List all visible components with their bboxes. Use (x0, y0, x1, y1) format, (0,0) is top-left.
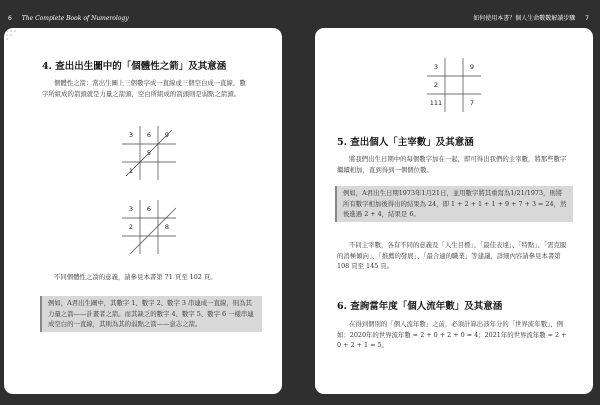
grid-3-cell (446, 77, 462, 93)
grid-2-cell (141, 237, 157, 253)
grid-1-cell: 3 (128, 131, 134, 139)
example-box: 例如，A君出生圖中，其數字 1、數字 2、數字 3 串連成一直線，則為其力量之箭——計畫者之箭。而其缺乏的數字 4、數字 5、數字 6 一樣串連成空白的一直線，其則為其的弱點之箭——意志之箭。 (40, 296, 262, 332)
grid-2-cell (123, 237, 139, 253)
reference-note: 不同個體性之箭的意義，請參見本書第 71 頁至 102 頁。 (54, 273, 217, 281)
grid-1-cell: 9 (164, 131, 170, 139)
section-5-example-box: 例如，A君出生日期1973年1月21日，並用數字將其重寫為1/21/1973，則將所有數字相加後得出的結果為 24，即 1 + 2 + 1 + 1 + 9 + 7 + 3 = 24，然後進過 2 + 4，結果是 6。 (335, 186, 573, 222)
birth-chart-grid-3 (427, 58, 481, 112)
dot-pattern-ornament (4, 28, 22, 46)
grid-2-cell: 8 (164, 223, 170, 231)
grid-1-cell: 5 (146, 149, 152, 157)
grid-2-cell (159, 237, 175, 253)
grid-3-cell (464, 77, 480, 93)
section-6-title: 6. 查詢當年度「個人流年數」及其意涵 (337, 301, 503, 312)
grid-1-cell (159, 163, 175, 179)
left-page (4, 28, 282, 394)
section-4-title: 4. 查出出生圖中的「個體性之箭」及其意涵 (42, 61, 227, 72)
grid-3-cell (446, 59, 462, 75)
grid-3-cell: 111 (429, 99, 443, 107)
grid-2-cell (141, 219, 157, 235)
section-5-paragraph-2: 不同主宰數，各有不同的意義及「人生目標」、「最佳表達」、「特點」、「需克服的消極傾向」、「推薦的發展」、「最合適的職業」等建議，詳細內容請參見本書第 108 頁至 145 頁。 (337, 241, 567, 270)
grid-1-cell (123, 145, 139, 161)
right-running-header (315, 12, 593, 26)
grid-1-cell: 1 (128, 167, 134, 175)
grid-3-cell (446, 95, 462, 111)
section-5-paragraph: 將我們出生日期中的每個數字加在一起，即可得出我們的主宰數，將那些數字繼續相加，直到得到一個個位數。 (337, 155, 567, 174)
left-book-title: The Complete Book of Numerology (21, 15, 129, 22)
birth-chart-grid-1 (122, 126, 176, 180)
right-chapter-title: 如何使用本書？個人生命數數解讀步驟 (473, 15, 576, 22)
right-page-number: 7 (585, 15, 589, 22)
section-6-paragraph: 在得到個別的「個人流年數」之前，必須計算出該年分的「世界流年數」，例如：2020年的世界流年數 = 2 + 0 + 2 + 0 = 4；2021年的世界流年數 = 2 + 0 + 2 + 1 = 5。 (337, 320, 567, 349)
section-4-paragraph: 個體性之箭：當出生圖上三個數字成一直線或三個空白成一直線，數字所組成的箭頭就是力量之箭頭，空白所組成的箭頭則是弱點之箭頭。 (42, 79, 246, 98)
section-5-title: 5. 查出個人「主宰數」及其意涵 (337, 137, 474, 148)
grid-1-cell (159, 145, 175, 161)
grid-1-cell (141, 163, 157, 179)
left-page-number: 6 (8, 15, 12, 22)
grid-2-cell: 2 (128, 223, 134, 231)
grid-3-cell: 9 (469, 63, 475, 71)
grid-2-cell: 6 (146, 205, 152, 213)
grid-3-cell: 3 (433, 63, 439, 71)
birth-chart-grid-2 (122, 200, 176, 254)
grid-3-cell: 2 (433, 81, 439, 89)
left-running-header (4, 12, 282, 26)
grid-2-cell: 3 (128, 205, 134, 213)
grid-2-cell (159, 201, 175, 217)
right-page (315, 28, 593, 394)
grid-3-cell: 7 (469, 99, 475, 107)
grid-1-cell: 6 (146, 131, 152, 139)
